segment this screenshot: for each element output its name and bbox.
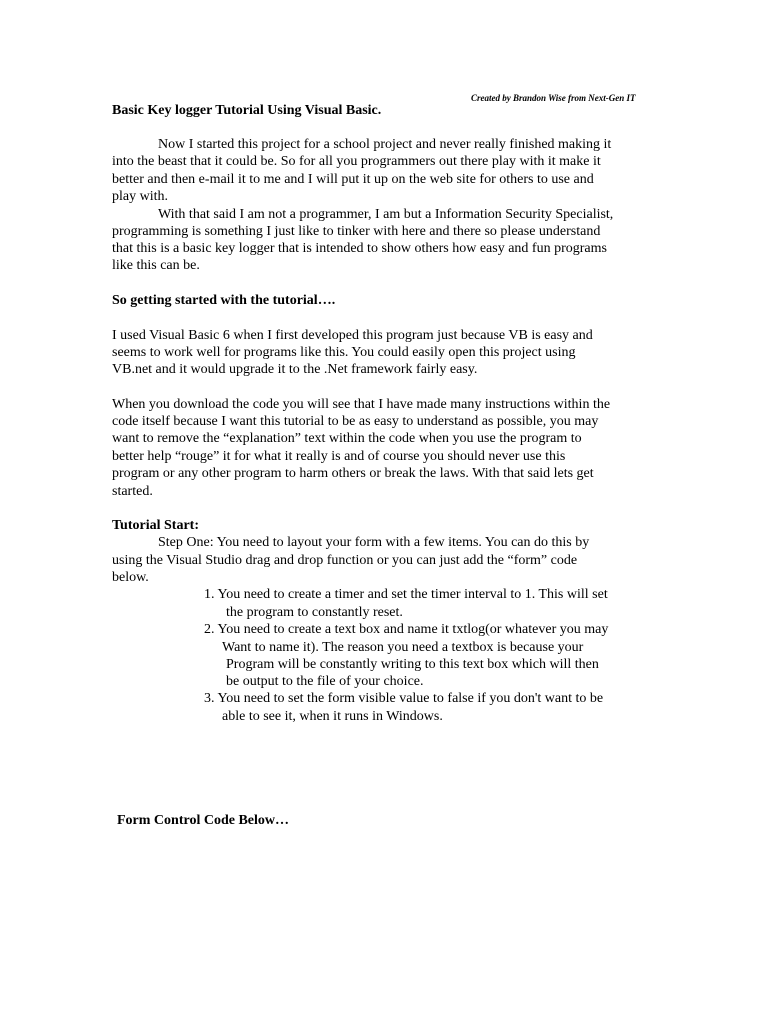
text-line: that this is a basic key logger that is intended to show others how easy and fun programs	[112, 241, 607, 256]
form-control-heading: Form Control Code Below…	[117, 813, 289, 828]
list-item: 3. You need to set the form visible value to false if you don't want to be	[204, 691, 604, 706]
text-line: programming is something I just like to tinker with here and there so please understand	[112, 224, 601, 239]
text-line: I used Visual Basic 6 when I first developed this program just because VB is easy and	[112, 328, 593, 343]
text-line: into the beast that it could be. So for all you programmers out there play with it make it	[112, 154, 601, 169]
list-item: 1. You need to create a timer and set the timer interval to 1. This will set	[204, 587, 608, 602]
list-item: 2. You need to create a text box and name it txtlog(or whatever you may	[204, 622, 609, 637]
list-item-continuation: the program to constantly reset.	[226, 605, 403, 620]
list-item-continuation: able to see it, when it runs in Windows.	[222, 709, 443, 724]
author-credit: Created by Brandon Wise from Next-Gen IT	[471, 93, 636, 103]
tutorial-start-heading: Tutorial Start:	[112, 518, 199, 533]
text-line: started.	[112, 484, 153, 499]
text-line: better and then e-mail it to me and I will put it up on the web site for others to use and	[112, 172, 594, 187]
text-line: program or any other program to harm others or break the laws. With that said lets get	[112, 466, 594, 481]
text-line: better help “rouge” it for what it really is and of course you should never use this	[112, 449, 566, 464]
document-title: Basic Key logger Tutorial Using Visual Basic.	[112, 103, 382, 118]
text-line: like this can be.	[112, 258, 200, 273]
getting-started-heading: So getting started with the tutorial….	[112, 293, 336, 308]
list-item-continuation: Want to name it). The reason you need a textbox is because your	[222, 640, 584, 655]
list-item-continuation: be output to the file of your choice.	[226, 674, 424, 689]
text-line: Now I started this project for a school project and never really finished making it	[158, 137, 612, 152]
text-line: want to remove the “explanation” text within the code when you use the program to	[112, 431, 582, 446]
text-line: Step One: You need to layout your form with a few items. You can do this by	[158, 535, 590, 550]
text-line: With that said I am not a programmer, I am but a Information Security Specialist,	[158, 207, 614, 222]
text-line: VB.net and it would upgrade it to the .Net framework fairly easy.	[112, 362, 478, 377]
text-line: seems to work well for programs like this. You could easily open this project using	[112, 345, 576, 360]
list-item-continuation: Program will be constantly writing to this text box which will then	[226, 657, 599, 672]
text-line: below.	[112, 570, 149, 585]
text-line: using the Visual Studio drag and drop function or you can just add the “form” code	[112, 553, 578, 568]
text-line: play with.	[112, 189, 168, 204]
text-line: When you download the code you will see that I have made many instructions within the	[112, 397, 611, 412]
text-line: code itself because I want this tutorial to be as easy to understand as possible, you may	[112, 414, 599, 429]
